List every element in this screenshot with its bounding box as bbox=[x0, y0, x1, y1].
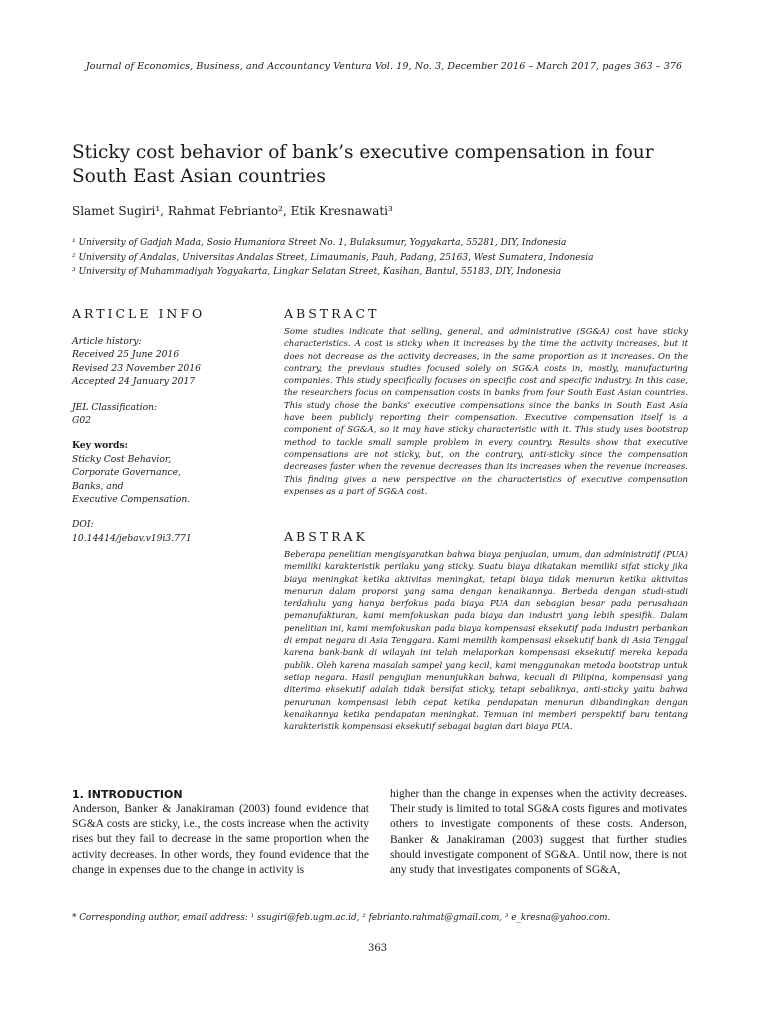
doi-label: DOI: bbox=[72, 519, 94, 531]
affiliation-2: ² University of Andalas, Universitas Andalas Street, Limaumanis, Pauh, Padang, 25163, West Sumatera, Indonesia bbox=[72, 252, 594, 263]
doi-link[interactable]: 10.14414/jebav.v19i3.771 bbox=[72, 532, 192, 544]
received-date: Received 25 June 2016 bbox=[72, 349, 180, 361]
revised-date: Revised 23 November 2016 bbox=[72, 362, 201, 374]
abstract-text: Some studies indicate that selling, general, and administrative (SG&A) cost have sticky characteristics. A cost is sticky when it increases by the time the activity increases, but it does not decrease as the activity decreases, in the same proportion as it increases. On the contrary, the previous studies focused solely on SG&A costs in, mostly, manufacturing companies. This study specifically focuses on specific cost and specific industry. In this case, the researchers focus on compensation costs in banks from four South East Asian countries. This study chose the banks’ executive compensations since the banks in South East Asia have been publicly reporting their compensation. Executive compensation itself is a component of SG&A, so it may have sticky characteristic with it. This study uses bootstrap method to tackle small sample problem in every country. Results show that executive compensations are not sticky, but, on the contrary, anti-sticky since the compensation decreases faster when the revenue decreases than its increases when the revenue increases. This finding gives a new perspective on the characteristics of executive compensation expenses as a part of SG&A cost. bbox=[284, 327, 688, 497]
keywords-label: Key words: bbox=[72, 440, 129, 452]
accepted-date: Accepted 24 January 2017 bbox=[72, 376, 196, 388]
keyword: Sticky Cost Behavior, bbox=[72, 453, 172, 465]
jel-label: JEL Classification: bbox=[72, 401, 158, 413]
keyword: Corporate Governance, bbox=[72, 467, 181, 479]
corresponding-author-footnote: * Corresponding author, email address: ¹ ssugiri@feb.ugm.ac.id, ² febrianto.rahmat@gmail.com, ³ e_kresna@yahoo.com. bbox=[72, 913, 611, 923]
keyword: Banks, and bbox=[72, 480, 124, 492]
affiliation-1: ¹ University of Gadjah Mada, Sosio Humaniora Street No. 1, Bulaksumur, Yogyakarta, 55281, DIY, Indonesia bbox=[72, 238, 567, 248]
jel-code: G02 bbox=[72, 415, 92, 427]
history-label: Article history: bbox=[72, 336, 142, 347]
introduction-heading: 1. INTRODUCTION bbox=[72, 788, 183, 801]
abstrak-heading: ABSTRAK bbox=[284, 529, 368, 544]
affiliation-3: ³ University of Muhammadiyah Yogyakarta, Lingkar Selatan Street, Kasihan, Bantul, 55183, DIY, Indonesia bbox=[72, 267, 562, 277]
article-info bbox=[72, 335, 272, 545]
keyword: Executive Compensation. bbox=[72, 494, 191, 506]
abstract-heading: ABSTRACT bbox=[284, 306, 380, 321]
intro-column-2: higher than the change in expenses when the activity decreases. Their study is limited to total SG&A costs figures and motivates others to investigate components of these costs. Anderson, Banker & Janakiraman (2003) suggest that further studies should investigate component of SG&A. Until now, there is not any study that investigates components of SG&A, bbox=[390, 788, 687, 877]
abstrak-text: Beberapa penelitian mengisyaratkan bahwa biaya penjualan, umum, dan administratif (PUA) memiliki karakteristik perilaku yang sticky. Suatu biaya dikatakan memiliki sifat sticky jika biaya meningkat ketika aktivitas meningkat, tetapi biaya tidak menurun ketika aktivitas menurun dalam proporsi yang sama dengan kenaikannya. Berbeda dengan studi-studi terdahulu yang hanya berfokus pada biaya PUA dan sebagian besar pada perusahaan pemanufakturan, kami memfokuskan pada biaya dan industri yang lebih spesifik. Dalam penelitian ini, kami memfokuskan pada biaya kompensasi eksekutif pada industri perbankan di empat negara di Asia Tenggara. Kami memilih kompensasi eksekutif bank di Asia Tenggal karena bank-bank di wilayah ini telah melaporkan kompensasi eksekutif mereka kepada publik. Oleh karena masalah sampel yang kecil, kami menggunakan metoda bootstrap untuk setiap negara. Hasil pengujian menunjukkan bahwa, kecuali di Pilipina, kompensasi yang diterima eksekutif adalah tidak bersifat sticky, tetapi sebaliknya, anti-sticky yaitu bahwa penurunan kompensasi lebih cepat ketika pendapatan menurun dibandingkan dengan kenaikannya ketika pendapatan meningkat. Temuan ini memberi perspektif baru tentang karakteristik kompensasi eksekutif sebagai bagian dari biaya PUA. bbox=[284, 550, 688, 733]
intro-column-1: Anderson, Banker & Janakiraman (2003) found evidence that SG&A costs are sticky, i.e., the costs increase when the activity rises but they fail to decrease in the same proportion when the activity decreases. In other words, they found evidence that the change in expenses due to the change in activity is bbox=[72, 803, 369, 876]
journal-header: Journal of Economics, Business, and Accountancy Ventura Vol. 19, No. 3, December 2016 – March 2017, pages 363 – 376 bbox=[85, 61, 683, 72]
paper-title: Sticky cost behavior of bank’s executive compensation in four South East Asian countries bbox=[72, 142, 654, 187]
affiliations bbox=[72, 236, 712, 280]
page-number: 363 bbox=[368, 943, 388, 954]
article-info-heading: ARTICLE INFO bbox=[72, 306, 206, 321]
author-list: Slamet Sugiri¹, Rahmat Febrianto², Etik Kresnawati³ bbox=[72, 204, 393, 218]
